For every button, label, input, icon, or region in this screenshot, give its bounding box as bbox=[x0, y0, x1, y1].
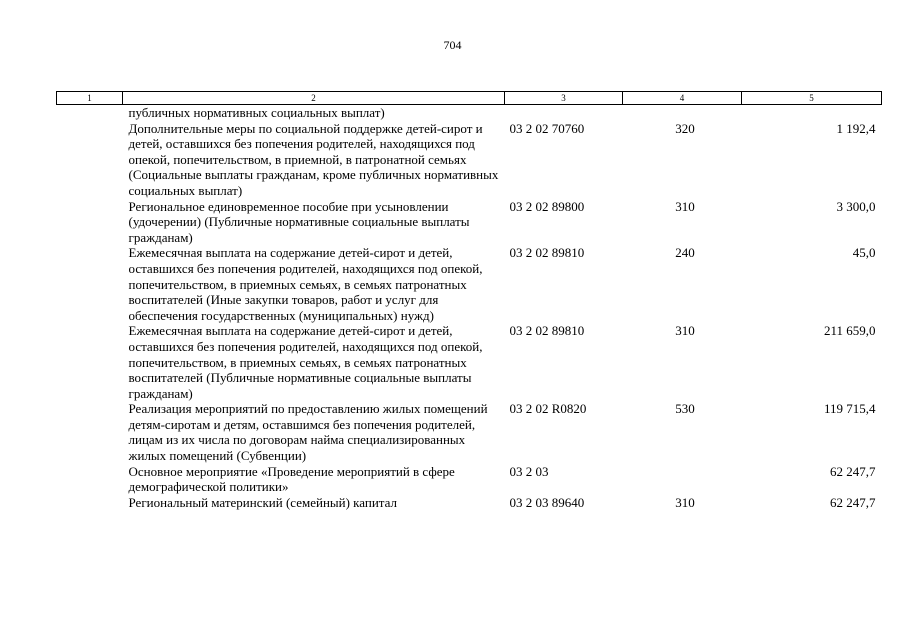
row-code: 03 2 02 89810 bbox=[509, 245, 585, 261]
table-row bbox=[57, 121, 882, 199]
table-row bbox=[57, 105, 882, 121]
row-amount: 3 300,0 bbox=[836, 198, 876, 214]
header-col-5: 5 bbox=[742, 92, 882, 105]
page-number: 704 bbox=[443, 38, 462, 52]
table-row bbox=[57, 199, 882, 246]
row-name: Дополнительные меры по социальной поддержке детей-сирот и детей, оставшихся без попечения родителей, находящихся под опекой, попечительством, в приемной, в патронатной семьях (Социальные выплаты гражданам, кроме публичных нормативных социальных выплат) bbox=[128, 120, 499, 198]
row-col-1 bbox=[57, 245, 123, 323]
header-col-3: 3 bbox=[505, 92, 623, 105]
row-name: Ежемесячная выплата на содержание детей-сирот и детей, оставшихся без попечения родителей, находящихся под опекой, попечительством, в приемных семьях, в семьях патронатных воспитателей (Иные закупки товаров, работ и услуг для обеспечения государственных (муниципальных) нужд) bbox=[128, 245, 483, 323]
table-row bbox=[57, 245, 882, 323]
table-body bbox=[57, 105, 882, 511]
row-code: 03 2 02 70760 bbox=[509, 120, 585, 136]
budget-table bbox=[56, 91, 882, 510]
table-row bbox=[57, 401, 882, 463]
row-code bbox=[505, 105, 623, 121]
row-code: 03 2 02 89800 bbox=[509, 198, 585, 214]
row-col-1 bbox=[57, 105, 123, 121]
row-name: Основное мероприятие «Проведение мероприятий в сфере демографической политики» bbox=[128, 463, 455, 495]
row-col-1 bbox=[57, 464, 123, 495]
table-row bbox=[57, 464, 882, 495]
row-expense-type: 310 bbox=[675, 494, 695, 510]
row-col-1 bbox=[57, 199, 123, 246]
header-col-2: 2 bbox=[123, 92, 505, 105]
row-code: 03 2 02 R0820 bbox=[509, 401, 587, 417]
row-amount: 45,0 bbox=[852, 245, 876, 261]
header-col-1: 1 bbox=[57, 92, 123, 105]
row-name: Региональный материнский (семейный) капитал bbox=[128, 494, 398, 510]
row-expense-type: 320 bbox=[675, 120, 695, 136]
row-amount: 62 247,7 bbox=[830, 463, 876, 479]
row-name: Региональное единовременное пособие при усыновлении (удочерении) (Публичные нормативные социальные выплаты гражданам) bbox=[128, 198, 470, 245]
row-expense-type: 310 bbox=[675, 198, 695, 214]
row-expense-type: 530 bbox=[675, 401, 695, 417]
row-amount: 1 192,4 bbox=[836, 120, 876, 136]
row-amount: 119 715,4 bbox=[823, 401, 876, 417]
row-code: 03 2 02 89810 bbox=[509, 323, 585, 339]
row-code: 03 2 03 bbox=[509, 463, 549, 479]
row-amount bbox=[742, 105, 882, 121]
row-col-1 bbox=[57, 121, 123, 199]
row-code: 03 2 03 89640 bbox=[509, 494, 585, 510]
row-name: Ежемесячная выплата на содержание детей-сирот и детей, оставшихся без попечения родителей, находящихся под опекой, попечительством, в приемных семьях, в семьях патронатных воспитателей (Публичные нормативные социальные выплаты гражданам) bbox=[128, 323, 483, 401]
row-amount: 211 659,0 bbox=[823, 323, 876, 339]
row-name: публичных нормативных социальных выплат) bbox=[128, 105, 385, 120]
row-expense-type: 310 bbox=[675, 323, 695, 339]
header-col-4: 4 bbox=[623, 92, 742, 105]
row-expense-type bbox=[623, 464, 742, 495]
row-name: Реализация мероприятий по предоставлению жилых помещений детям-сиротам и детям, оставшимся без попечения родителей, лицам из их числа по договорам найма специализированных жилых помещений (Субвенции) bbox=[128, 401, 488, 464]
table-header bbox=[57, 92, 882, 105]
row-col-1 bbox=[57, 401, 123, 463]
header-row bbox=[57, 92, 882, 105]
row-expense-type bbox=[623, 105, 742, 121]
row-amount: 62 247,7 bbox=[830, 494, 876, 510]
row-expense-type: 240 bbox=[675, 245, 695, 261]
table-row bbox=[57, 323, 882, 401]
row-col-1 bbox=[57, 323, 123, 401]
row-col-1 bbox=[57, 495, 123, 511]
table-row bbox=[57, 495, 882, 511]
